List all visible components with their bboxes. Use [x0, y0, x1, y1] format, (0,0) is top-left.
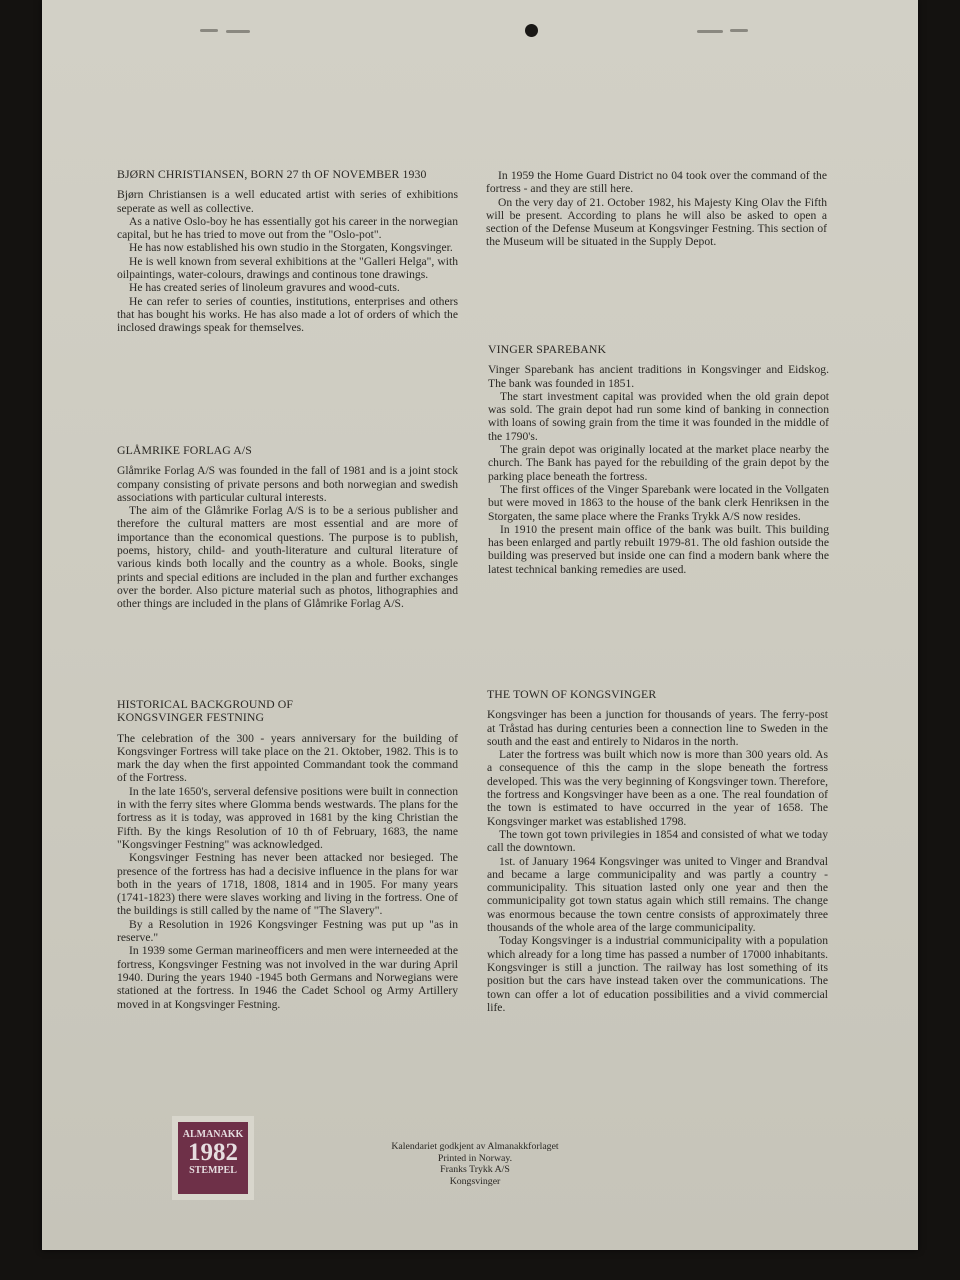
- section-bjorn-christiansen: [117, 168, 458, 335]
- paragraph: Kongsvinger has been a junction for thousands of years. The ferry-post at Tråstad has during centuries been a connection line to Sweden in the south and the east and entirely to Nidaros in the north.: [487, 708, 828, 748]
- left-column: [117, 168, 458, 335]
- right-column: [486, 169, 827, 249]
- section-fortress-continued: [486, 169, 827, 249]
- staple-mark: [200, 29, 218, 32]
- hanging-hole: [525, 24, 538, 37]
- paragraph: He is well known from several exhibitions at the "Galleri Helga", with oilpaintings, water-colours, drawings and continous tone drawings.: [117, 254, 458, 282]
- paragraph: In 1910 the present main office of the bank was built. This building has been enlarged and partly rebuilt 1979-81. The old fashion outside the building was preserved but inside one can find a modern bank where the latest technical banking remedies are used.: [488, 522, 829, 576]
- footer-line: Printed in Norway.: [437, 1152, 513, 1164]
- footer-line: Franks Trykk A/S: [440, 1164, 510, 1175]
- section-heading: VINGER SPAREBANK: [488, 342, 607, 356]
- paragraph: Glåmrike Forlag A/S was founded in the fall of 1981 and is a joint stock company consisting of private persons and both norwegian and swedish associations with particular cultural interests.: [117, 464, 458, 504]
- staple-mark: [226, 30, 250, 33]
- paragraph: The celebration of the 300 - years anniversary for the building of Kongsvinger Fortress will take place on the 21. Oktober, 1982. This is to mark the day when the first appointed Commandant took the command of the Fortress.: [117, 731, 458, 785]
- paragraph: The aim of the Glåmrike Forlag A/S is to be a serious publisher and therefore the cultural matters are most essential and are more of importance than the economical questions. The purpose is to publish, poems, history, child- and youth-literature and cultural literature of various kinds both locally and the country as a whole. Books, single prints and special editions are included in the plan and further exchanges over the border. Also picture material such as photos, lithographies and other things are included in the plans of Glåmrike Forlag A/S.: [117, 504, 458, 611]
- footer-line: Kongsvinger: [449, 1175, 501, 1187]
- footer-line: Kalendariet godkjent av Almanakkforlaget: [391, 1141, 559, 1152]
- section-town-of-kongsvinger: [487, 688, 828, 1014]
- paragraph: As a native Oslo-boy he has essentially got his career in the norwegian capital, but he has tried to move out from the "Oslo-pot".: [117, 214, 458, 242]
- staple-mark: [730, 29, 748, 32]
- section-glamrike-forlag: [117, 444, 458, 611]
- paragraph: On the very day of 21. October 1982, his Majesty King Olav the Fifth will be present. According to plans he will also be asked to open a section of the Defense Museum at Kongsvinger Festning. This section of the Museum will be situated in the Supply Depot.: [486, 195, 827, 249]
- staple-mark: [697, 30, 723, 33]
- paragraph: Vinger Sparebank has ancient traditions in Kongsvinger and Eidskog. The bank was founded in 1851.: [488, 363, 829, 390]
- section-vinger-sparebank: [488, 343, 829, 576]
- paragraph: He can refer to series of counties, institutions, enterprises and others that has bought his works. He has also made a lot of orders of which the inclosed drawings speak for themselves.: [117, 294, 458, 335]
- section-heading: BJØRN CHRISTIANSEN, BORN 27 th OF NOVEMBER 1930: [117, 167, 427, 181]
- paragraph: Today Kongsvinger is a industrial communicipality with a population which already for a long time has passed a number of 17000 inhabitants. Kongsvinger is still a junction. The railway has lost something of its position but the cars have instead taken over the communications. The town can offer a lot of education possibilities and a vivid commercial life.: [487, 934, 828, 1014]
- paragraph: Bjørn Christiansen is a well educated artist with series of exhibitions seperate as well as collective.: [117, 188, 458, 215]
- section-heading: GLÅMRIKE FORLAG A/S: [117, 443, 252, 457]
- paragraph: The first offices of the Vinger Sparebank were located in the Vollgaten but were moved in 1863 to the house of the bank clerk Henriksen in the Storgaten, the same place where the Franks Trykk A/S now resides.: [488, 482, 829, 523]
- paragraph: He has now established his own studio in the Storgaten, Kongsvinger.: [129, 241, 453, 255]
- stamp-year: 1982: [188, 1139, 238, 1166]
- stamp-bottom-text: STEMPEL: [189, 1165, 237, 1176]
- stamp-face: [178, 1122, 248, 1194]
- paragraph: He has created series of linoleum gravures and wood-cuts.: [129, 281, 400, 295]
- paragraph: In the late 1650's, serveral defensive positions were built in connection in with the ferry sites where Glomma bends westwards. The plans for the fortress as it is today, was approved in 1681 by the king Christian the Fifth. By the kings Resolution of 10 th of February, 1683, the name "Kongsvinger Festning" was acknowledged.: [117, 784, 458, 851]
- paragraph: Kongsvinger Festning has never been attacked nor besieged. The presence of the fortress has had a decisive influence in the plans for war both in the years of 1718, 1808, 1814 and in 1905. For many years (1741-1823) there were slaves working and living in the fortress. One of the buildings is still called by the name of "The Slavery".: [117, 851, 458, 918]
- section-heading: THE TOWN OF KONGSVINGER: [487, 687, 657, 701]
- paragraph: In 1939 some German marineofficers and men were interneeded at the fortress, Kongsvinger Festning was not involved in the war during April 1940. During the years 1940 -1945 both Germans and Norwegians were stationed at the fortress. In 1946 the Cadet School og Army Artillery moved in at Kongsvinger Festning.: [117, 944, 458, 1011]
- paragraph: By a Resolution in 1926 Kongsvinger Festning was put up "as in reserve.": [117, 917, 458, 945]
- almanakk-stamp: [172, 1116, 254, 1200]
- right-column-2: [488, 343, 829, 576]
- paragraph: 1st. of January 1964 Kongsvinger was united to Vinger and Brandval and became a large communicipality and was partly a country - communicipality. This situation lasted only one year and then the communicipality got town status again which still remains. The change was enormous because the town centre consists of approximately three thousands of the whole area of the large communicipality.: [487, 854, 828, 935]
- paragraph: Later the fortress was built which now is more than 300 years old. As a consequence of this the camp in the slope beneath the fortress developed. This was the very beginning of Kongsvinger town. Therefore, the fortress and Kongsvinger have been as a one. The real foundation of the town is estimated to have occurred in the year of 1658. The Kongsvinger market was established 1798.: [487, 748, 828, 828]
- paragraph: In 1959 the Home Guard District no 04 took over the command of the fortress - and they are still here.: [486, 169, 827, 196]
- left-column-3: [117, 698, 458, 1011]
- section-historical-background: [117, 698, 458, 1011]
- section-heading: HISTORICAL BACKGROUND OF KONGSVINGER FESTNING: [117, 697, 294, 725]
- paragraph: The start investment capital was provided when the old grain depot was sold. The grain depot had run some kind of banking in connection with loans of sowing grain from the time it was founded in the middle of the 1790's.: [488, 389, 829, 443]
- paragraph: The grain depot was originally located at the market place nearby the church. The Bank has payed for the rebuilding of the grain depot by the parking place beneath the fortress.: [488, 443, 829, 483]
- left-column-2: [117, 444, 458, 611]
- right-column-3: [487, 688, 828, 1014]
- paragraph: The town got town privilegies in 1854 and consisted of what we today call the downtown.: [487, 827, 828, 855]
- printer-imprint: [360, 1141, 590, 1187]
- stamp-top-text: ALMANAKK: [182, 1129, 244, 1140]
